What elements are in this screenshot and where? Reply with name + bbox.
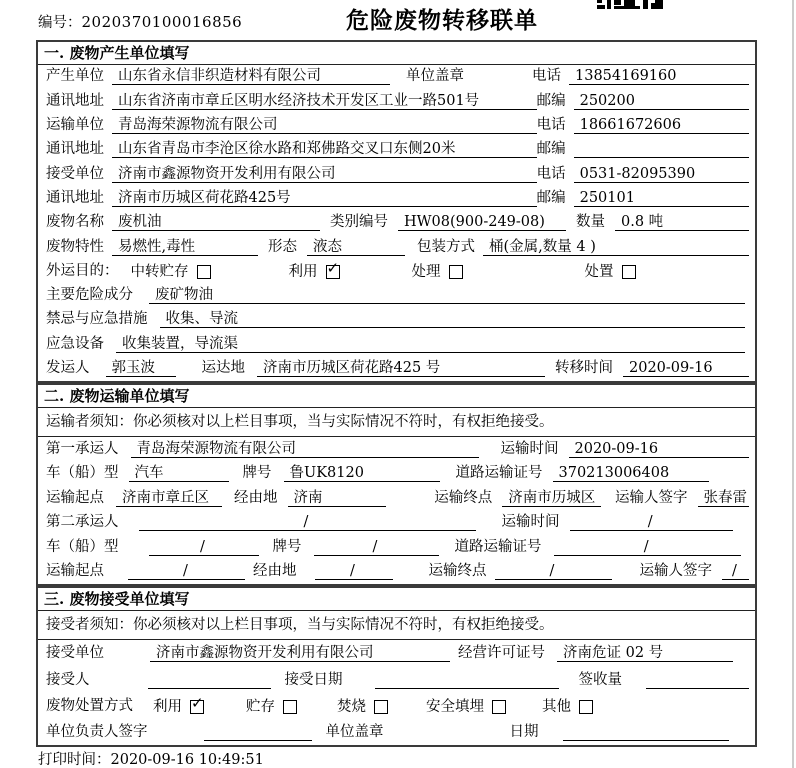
field-value: 易燃性,毒性 — [112, 239, 258, 256]
checkbox-unchecked — [542, 700, 593, 715]
section-2 — [36, 383, 757, 586]
section-notice: 接受者须知：你必须核对以上栏目事项，当与实际情况不符时，有权拒绝接受。 — [38, 611, 755, 640]
section-header: 二. 废物运输单位填写 — [38, 385, 755, 408]
field-label: 运输时间 — [500, 440, 559, 457]
form-row — [38, 357, 755, 381]
field-label: 单位盖章 — [325, 724, 384, 740]
field-label: 经由地 — [253, 563, 297, 579]
checkbox-unchecked — [337, 700, 388, 715]
checkbox-box — [190, 694, 204, 714]
field-value: 2020-09-16 — [623, 360, 749, 377]
field-value: 收集装置，导流渠 — [116, 336, 745, 353]
field-value: 郭玉波 — [106, 360, 176, 377]
field-label: 运输终点 — [434, 489, 493, 506]
field-value: 济南 — [288, 490, 387, 507]
section-header: 一. 废物产生单位填写 — [38, 42, 755, 65]
field-value: 18661672606 — [574, 117, 749, 134]
checkbox-label: 利用 — [288, 263, 318, 280]
field-label: 道路运输证号 — [454, 538, 542, 555]
field-label: 废物特性 — [46, 238, 104, 255]
checkbox-box — [492, 700, 506, 714]
field-value: 济南市鑫源物资开发利用有限公司 — [112, 166, 537, 183]
field-label: 接受日期 — [284, 671, 343, 688]
form-row — [38, 719, 755, 745]
checkbox-unchecked — [246, 700, 297, 715]
field-value: 0.8 吨 — [615, 214, 749, 231]
field-label: 接受单位 — [46, 645, 104, 662]
section-1 — [36, 40, 757, 383]
field-label: 运输人签字 — [615, 489, 688, 506]
field-value: 汽车 — [129, 465, 229, 482]
checkbox-label: 处理 — [411, 263, 441, 280]
field-value: 2020-09-16 — [569, 441, 750, 458]
checkbox-box — [326, 259, 340, 279]
form-row — [38, 332, 755, 356]
field-value: 废矿物油 — [149, 287, 745, 304]
form-row — [38, 260, 755, 284]
field-label: 产生单位 — [46, 68, 104, 85]
field-value: / — [495, 563, 612, 580]
field-value: 济南市历城区荷花路425号 — [112, 190, 537, 207]
field-label: 车（船）型 — [46, 538, 119, 555]
field-value: 济南市章丘区 — [116, 490, 222, 507]
field-label: 主要危险成分 — [46, 287, 133, 304]
checkbox-unchecked — [426, 700, 506, 715]
field-value — [375, 672, 559, 689]
field-label: 日期 — [509, 724, 539, 740]
form-row — [38, 640, 755, 666]
checkbox-box — [622, 265, 636, 279]
serial-value: 2020370100016856 — [81, 13, 243, 31]
serial-label: 编号： — [38, 15, 82, 31]
field-value: 250101 — [574, 190, 749, 207]
field-label: 运输单位 — [46, 116, 104, 133]
page-title: 危险废物转移联单 — [346, 7, 538, 34]
form-row — [38, 162, 755, 186]
field-label: 数量 — [576, 214, 605, 231]
form-row — [38, 693, 755, 719]
field-value: / — [149, 539, 259, 556]
field-label: 形态 — [268, 238, 297, 255]
check-icon: ✓ — [326, 259, 340, 278]
checkbox-box — [283, 700, 297, 714]
form-row — [38, 462, 755, 487]
field-label: 废物名称 — [46, 214, 104, 231]
section-header: 三. 废物接受单位填写 — [38, 588, 755, 611]
field-value: 青岛海荣源物流有限公司 — [112, 117, 537, 134]
field-value: 液态 — [307, 239, 405, 256]
field-label: 经由地 — [234, 489, 278, 506]
transfer-form — [36, 40, 757, 747]
field-label: 电话 — [532, 68, 561, 85]
field-value: / — [570, 514, 734, 531]
checkbox-label: 其他 — [542, 698, 571, 715]
field-value — [204, 724, 312, 741]
field-label: 禁忌与应急措施 — [46, 311, 148, 328]
field-value: 山东省永信非织造材料有限公司 — [112, 68, 390, 85]
field-label: 外运目的： — [46, 262, 119, 279]
field-value: / — [139, 514, 476, 531]
field-label: 运达地 — [201, 360, 245, 377]
field-label: 运输起点 — [46, 489, 104, 506]
field-label: 邮编 — [536, 189, 566, 206]
checkbox-checked — [153, 694, 204, 715]
field-value — [148, 672, 271, 689]
print-time-value: 2020-09-16 10:49:51 — [110, 752, 264, 768]
field-value: / — [315, 563, 393, 580]
field-value: 济南危证 02 号 — [557, 645, 733, 662]
field-label: 邮编 — [536, 92, 566, 109]
print-time-label: 打印时间： — [38, 752, 111, 768]
field-value: 济南市历城区荷花路425 号 — [257, 360, 545, 377]
field-value — [563, 724, 730, 741]
field-label: 类别编号 — [330, 214, 388, 231]
field-value: / — [722, 563, 749, 580]
field-label: 道路运输证号 — [455, 465, 543, 481]
form-row — [38, 666, 755, 692]
field-value: / — [128, 563, 245, 580]
qr-code-fragment — [597, 0, 663, 9]
field-label: 转移时间 — [555, 360, 613, 377]
checkbox-label: 利用 — [153, 698, 182, 715]
field-value: 山东省青岛市李沧区徐水路和郑佛路交叉口东侧20米 — [112, 141, 537, 158]
form-row — [38, 284, 755, 308]
field-label: 运输终点 — [428, 563, 487, 579]
check-icon: ✓ — [191, 694, 204, 713]
field-label: 经营许可证号 — [458, 645, 545, 662]
checkbox-box — [197, 265, 211, 279]
field-value: 鲁UK8120 — [284, 465, 440, 482]
field-label: 车（船）型 — [46, 465, 119, 481]
form-row — [38, 486, 755, 511]
field-value: 收集、导流 — [160, 311, 746, 328]
form-row — [38, 89, 755, 113]
field-value: HW08(900-249-08) — [398, 214, 566, 231]
field-label: 接受单位 — [46, 165, 104, 182]
form-row — [38, 308, 755, 332]
field-value: 桶(金属,数量 4 ) — [483, 239, 749, 256]
field-value: 张春雷 — [698, 490, 750, 507]
field-label: 邮编 — [536, 141, 566, 158]
form-row — [38, 235, 755, 259]
field-value: 济南市历城区 — [502, 490, 601, 507]
field-value — [646, 672, 749, 689]
form-row — [38, 535, 755, 560]
checkbox-unchecked — [585, 265, 636, 280]
checkbox-checked — [288, 259, 340, 280]
field-value: / — [554, 539, 742, 556]
checkbox-box — [579, 700, 593, 714]
field-label: 通讯地址 — [46, 189, 104, 206]
field-label: 接受人 — [46, 671, 90, 688]
field-label: 运输人签字 — [639, 563, 712, 579]
field-label: 电话 — [536, 116, 566, 133]
field-label: 通讯地址 — [46, 141, 104, 158]
field-value — [574, 141, 749, 158]
field-label: 废物处置方式 — [46, 697, 133, 714]
checkbox-label: 中转贮存 — [130, 263, 189, 280]
field-label: 包装方式 — [417, 238, 475, 255]
checkbox-label: 安全填埋 — [426, 698, 484, 715]
checkbox-unchecked — [412, 265, 463, 280]
field-label: 应急设备 — [46, 335, 104, 352]
form-row — [38, 138, 755, 162]
field-label: 牌号 — [272, 538, 302, 555]
checkbox-label: 贮存 — [246, 698, 275, 715]
section-3 — [36, 586, 757, 747]
field-label: 签收量 — [578, 671, 622, 688]
field-value: 山东省济南市章丘区明水经济技术开发区工业一路501号 — [112, 93, 537, 110]
field-value: 370213006408 — [553, 465, 710, 482]
field-label: 单位盖章 — [406, 68, 464, 85]
page-edge-line — [792, 0, 794, 768]
section-notice: 运输者须知：你必须核对以上栏目事项，当与实际情况不符时，有权拒绝接受。 — [38, 408, 755, 437]
field-label: 第二承运人 — [46, 514, 119, 530]
field-label: 单位负责人签字 — [46, 724, 148, 740]
field-value: 济南市鑫源物资开发利用有限公司 — [150, 645, 450, 662]
field-label: 通讯地址 — [46, 92, 104, 109]
form-row — [38, 511, 755, 536]
checkbox-box — [449, 265, 463, 279]
field-label: 运输起点 — [46, 563, 104, 579]
checkbox-label: 焚烧 — [337, 698, 366, 715]
field-label: 电话 — [536, 165, 566, 182]
print-time — [38, 748, 264, 768]
field-value: / — [314, 539, 439, 556]
field-label: 运输时间 — [501, 514, 560, 530]
form-row — [38, 65, 755, 89]
form-row — [38, 211, 755, 235]
checkbox-label: 处置 — [584, 263, 614, 280]
field-value: 废机油 — [112, 214, 320, 231]
checkbox-box — [374, 700, 388, 714]
field-value: 0531-82095390 — [574, 166, 749, 183]
form-row — [38, 437, 755, 462]
field-value: 13854169160 — [569, 68, 749, 85]
field-label: 发运人 — [46, 360, 90, 377]
form-row — [38, 187, 755, 211]
form-row — [38, 560, 755, 585]
field-value: 青岛海荣源物流有限公司 — [131, 441, 479, 458]
checkbox-unchecked — [131, 265, 211, 280]
form-row — [38, 114, 755, 138]
field-label: 牌号 — [242, 465, 272, 481]
field-value: 250200 — [574, 93, 749, 110]
field-label: 第一承运人 — [46, 440, 119, 457]
